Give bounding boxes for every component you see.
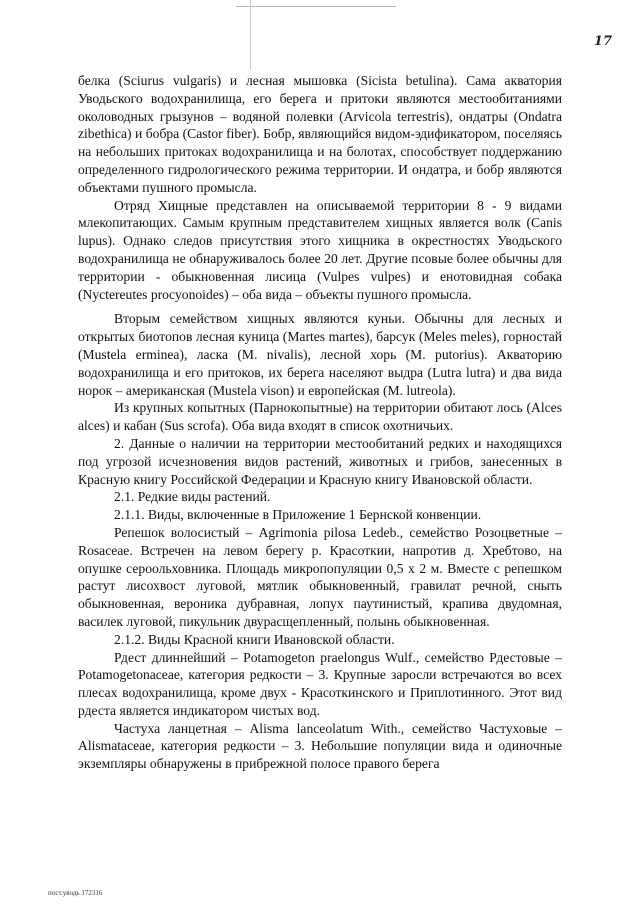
scan-artifact-line (250, 0, 251, 70)
page-number: 17 (593, 34, 612, 49)
paragraph: Репешок волосистый – Agrimonia pilosa Ledeb., семейство Розоцветные – Rosaceae. Встречен на левом берегу р. Красоткии, напротив д. Хребтово, на опушке сероольховника. Площадь микропопуляции 0,5 х 2 м. Вместе с репешком растут лисохвост луговой, мятлик обыкновенный, гравилат речной, сныть обыкновенная, вероника дубравная, лопух паутинистый, крапива двудомная, василек луговой, пикульник двурасщепленный, полынь обыкновенная. (78, 524, 562, 629)
paragraph: белка (Sciurus vulgaris) и лесная мышовка (Sicista betulina). Сама акватория Уводьского водохранилища, его берега и притоки являются местообитаниями околоводных грызунов – водяной полевки (Arvicola terrestris), ондатры (Ondatra zibethica) и бобра (Castor fiber). Бобр, являющийся видом-эдификатором, поселяясь на небольших притоках водохранилища и на болотах, способствует поддержанию определенного гидрологического режима территории. И ондатра, и бобр являются объектами пушного промысла. (78, 73, 562, 195)
body-text (78, 72, 562, 773)
paragraph: Отряд Хищные представлен на описываемой территории 8 - 9 видами млекопитающих. Самым крупным представителем хищных является волк (Canis lupus). Однако следов присутствия этого хищника в окрестностях Уводьского водохранилища не обнаруживалось более 20 лет. Другие псовые более обычны для территории - обыкновенная лисица (Vulpes vulpes) и енотовидная собака (Nyctereutes procyonoides) – оба вида – объекты пушного промысла. (78, 197, 562, 302)
section-heading: 2.1. Редкие виды растений. (114, 489, 271, 505)
paragraph: 2. Данные о наличии на территории местообитаний редких и находящихся под угрозой исчезновения видов растений, животных и грибов, занесенных в Красную книгу Российской Федерации и Красную книгу Ивановской области. (78, 435, 562, 487)
paragraph: Вторым семейством хищных являются куньи. Обычны для лесных и открытых биотопов лесная куница (Martes martes), барсук (Meles meles), горностай (Mustela erminea), ласка (M. nivalis), лесной хорь (M. putorius). Акваторию водохранилища и его притоков, их берега населяют выдра (Lutra lutra) и два вида норок – американская (Mustela vison) и европейская (M. lutreola). (78, 311, 562, 398)
footer-label: пост.уводь 172316 (48, 889, 103, 897)
section-heading: 2.1.1. Виды, включенные в Приложение 1 Бернской конвенции. (114, 507, 482, 523)
paragraph: Из крупных копытных (Парнокопытные) на территории обитают лось (Alces alces) и кабан (Sus scrofa). Оба вида входят в список охотничьих. (78, 400, 562, 434)
paragraph: Частуха ланцетная – Alisma lanceolatum With., семейство Частуховые – Alismataceae, категория редкости – 3. Небольшие популяции вида и одиночные экземпляры обнаружены в прибрежной полосе правого берега (78, 720, 562, 772)
paragraph: Рдест длиннейший – Potamogeton praelongus Wulf., семейство Рдестовые – Potamogetonaceae, категория редкости – 3. Крупные заросли встречаются во всех плесах водохранилища, кроме двух - Красоткинского и Приплотинного. Этот вид рдеста является индикатором чистых вод. (78, 649, 562, 718)
section-heading: 2.1.2. Виды Красной книги Ивановской области. (114, 631, 395, 647)
scan-artifact-line (236, 6, 396, 7)
